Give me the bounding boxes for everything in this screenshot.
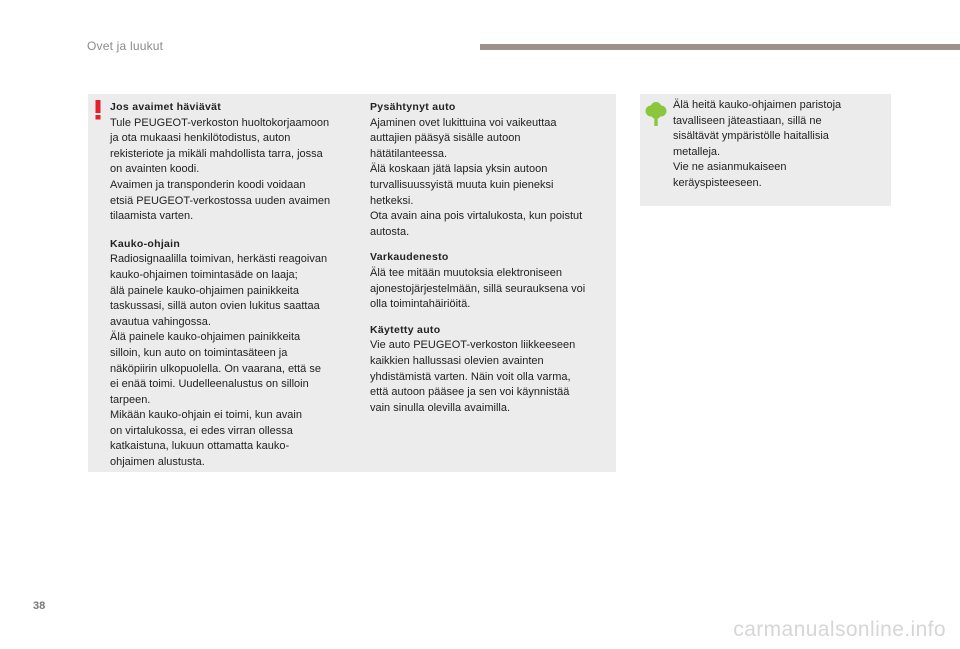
lost-keys-title: Jos avaimet häviävät [110,101,222,113]
watermark: carmanualsonline.info [733,618,946,641]
section-title: Ovet ja luukut [87,39,164,53]
header-rule [480,44,960,50]
remote-title: Kauko-ohjain [110,237,181,250]
tree-icon [645,102,667,126]
info-column [370,100,610,416]
used-car-title: Käytetty auto [370,323,441,336]
page-number: 38 [33,600,46,612]
warning-column [110,100,350,471]
exclamation-icon [93,100,103,120]
parked-body: Ajaminen ovet lukittuina voi vaikeuttaa auttajien pääsyä sisälle autoon hätätilanteessa. Älä koskaan jätä lapsia yksin autoon turvallisuussyistä muuta kuin pieneksi hetkeksi. Ota avain aina pois virtalukosta, kun poistut autosta. [370,116,583,238]
remote-body: Radiosignaalilla toimivan, herkästi reagoivan kauko-ohjaimen toimintasäde on laaja; älä painele kauko-ohjaimen painikkeita taskussasi, sillä auton ovien lukitus saattaa avautua vahingossa. Älä painele kauko-ohjaimen painikkeita silloin, kun auto on toimintasäteen ja näköpiirin ulkopuolella. On vaarana, että se ei enää toimi. Uudelleenalustus on silloin tarpeen. Mikään kauko-ohjain ei toimi, kun avain on virtalukossa, ei edes virran ollessa katkaistuna, lukuun ottamatta kauko- ohjaimen alustusta. [110,253,328,469]
parked-title: Pysähtynyt auto [370,101,456,113]
theft-title: Varkaudenesto [370,251,449,264]
theft-body: Älä tee mitään muutoksia elektroniseen ajonestojärjestelmään, sillä seurauksena voi olla toimintahäiriöitä. [370,266,586,311]
used-car-body: Vie auto PEUGEOT-verkoston liikkeeseen kaikkien hallussasi olevien avainten yhdistämistä varten. Näin voit olla varma, että autoon pääsee ja sen voi käynnistää vain sinulla olevilla avaimilla. [370,339,576,414]
eco-body: Älä heitä kauko-ohjaimen paristoja tavalliseen jäteastiaan, sillä ne sisältävät ympäristölle haitallisia metalleja. Vie ne asianmukaiseen keräyspisteeseen. [673,99,842,189]
lost-keys-body: Tule PEUGEOT-verkoston huoltokorjaamoon ja ota mukaasi henkilötodistus, auton rekisteriote ja mikäli mahdollista tarra, jossa on avainten koodi. Avaimen ja transponderin koodi voidaan etsiä PEUGEOT-verkostossa uuden avaimen tilaamista varten. [110,116,331,223]
eco-column [673,98,878,192]
